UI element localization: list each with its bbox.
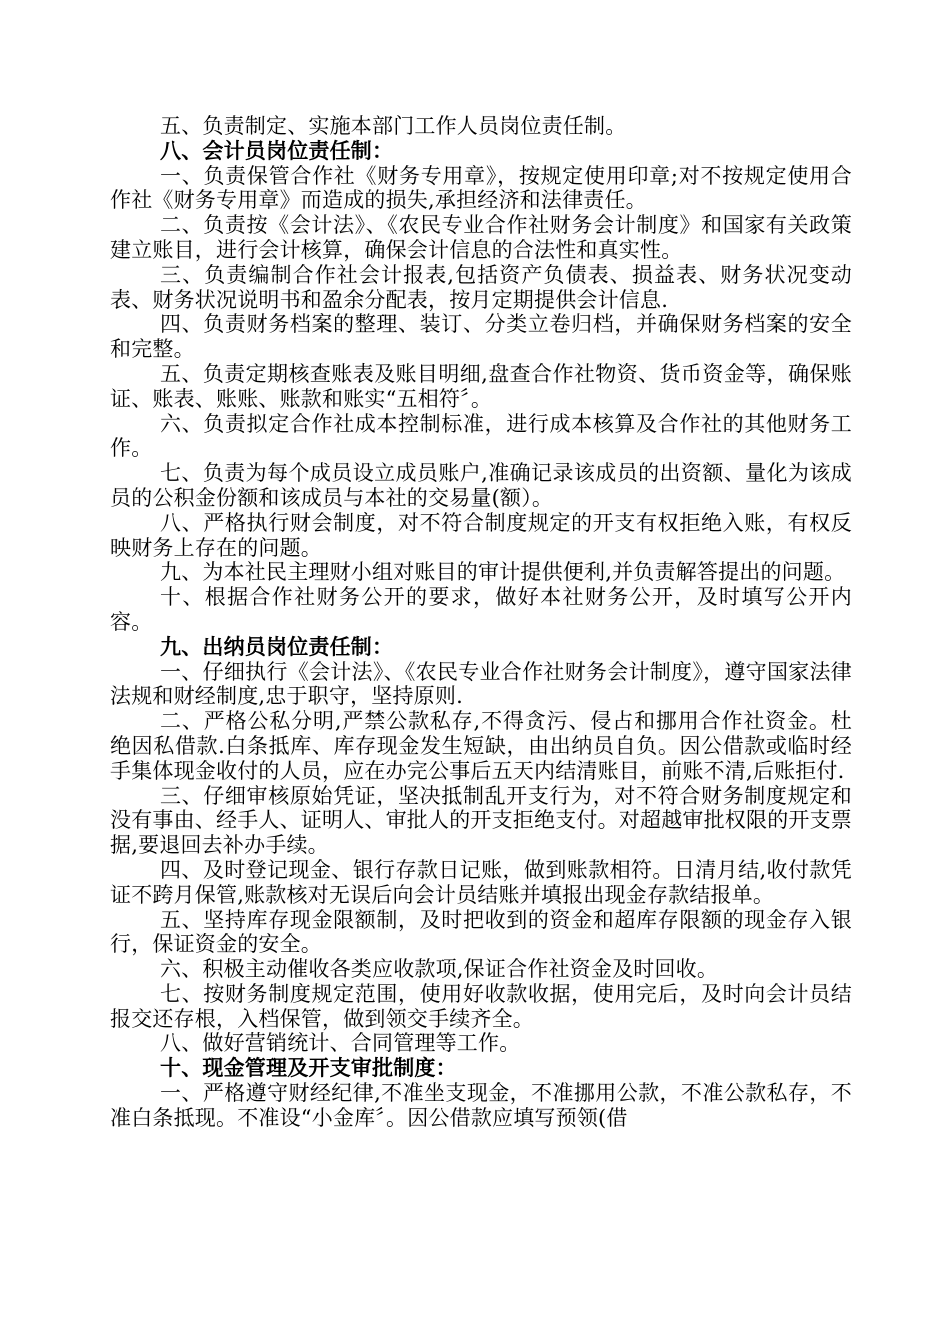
paragraph: 十、根据合作社财务公开的要求，做好本社财务公开，及时填写公开内容。: [110, 585, 852, 634]
paragraph: 五、坚持库存现金限额制，及时把收到的资金和超库存限额的现金存入银行，保证资金的安全。: [110, 907, 852, 957]
paragraph: 四、负责财务档案的整理、装订、分类立卷归档，并确保财务档案的安全和完整。: [110, 312, 852, 362]
paragraph: 一、仔细执行《会计法》、《农民专业合作社财务会计制度》，遵守国家法律法规和财经制度,忠于职守，坚持原则.: [110, 659, 852, 709]
paragraph: 八、做好营销统计、合同管理等工作。: [160, 1031, 521, 1056]
paragraph: 九、为本社民主理财小组对账目的审计提供便利,并负责解答提出的问题。: [160, 560, 846, 585]
paragraph: 五、负责定期核查账表及账目明细,盘查合作社物资、货币资金等，确保账证、账表、账账、账款和账实“五相符〞。: [110, 361, 852, 411]
paragraph: 七、按财务制度规定范围，使用好收款收据，使用完后，及时向会计员结报交还存根，入档保管，做到领交手续齐全。: [110, 981, 852, 1031]
paragraph: 三、仔细审核原始凭证，坚决抵制乱开支行为，对不符合财务制度规定和没有事由、经手人、证明人、审批人的开支拒绝支付。对超越审批权限的开支票据,要退回去补办手续。: [110, 783, 852, 858]
paragraph: 六、负责拟定合作社成本控制标准，进行成本核算及合作社的其他财务工作。: [110, 411, 852, 461]
document-page: [110, 114, 852, 1131]
section-heading: 九、出纳员岗位责任制：: [160, 633, 394, 659]
paragraph: 六、积极主动催收各类应收款项,保证合作社资金及时回收。: [160, 957, 719, 982]
paragraph: 五、负责制定、实施本部门工作人员岗位责任制。: [160, 114, 627, 138]
paragraph: 一、负责保管合作社《财务专用章》，按规定使用印章;对不按规定使用合作社《财务专用章》而造成的损失,承担经济和法律责任。: [110, 163, 852, 213]
paragraph: 二、负责按《会计法》、《农民专业合作社财务会计制度》和国家有关政策建立账目，进行会计核算，确保会计信息的合法性和真实性。: [110, 213, 852, 262]
section-heading: 八、会计员岗位责任制：: [160, 137, 394, 163]
paragraph: 七、负责为每个成员设立成员账户,准确记录该成员的出资额、量化为该成员的公积金份额和该成员与本社的交易量(额）。: [110, 461, 852, 510]
paragraph: 二、严格公私分明,严禁公款私存,不得贪污、侵占和挪用合作社资金。杜绝因私借款.白条抵库、库存现金发生短缺，由出纳员自负。因公借款或临时经手集体现金收付的人员，应在办完公事后五天内结清账目，前账不清,后账拒付.: [110, 709, 852, 783]
paragraph: 八、严格执行财会制度，对不符合制度规定的开支有权拒绝入账，有权反映财务上存在的问题。: [110, 510, 852, 560]
paragraph: 三、负责编制合作社会计报表,包括资产负债表、损益表、财务状况变动表、财务状况说明书和盈余分配表，按月定期提供会计信息.: [110, 262, 852, 312]
paragraph: 四、及时登记现金、银行存款日记账，做到账款相符。日清月结,收付款凭证不跨月保管,账款核对无误后向会计员结账并填报出现金存款结报单。: [110, 857, 852, 907]
paragraph: 一、严格遵守财经纪律,不准坐支现金，不准挪用公款，不准公款私存，不准白条抵现。不准设“小金库〞。因公借款应填写预领(借: [110, 1081, 852, 1130]
section-heading: 十、现金管理及开支审批制度：: [160, 1055, 457, 1081]
